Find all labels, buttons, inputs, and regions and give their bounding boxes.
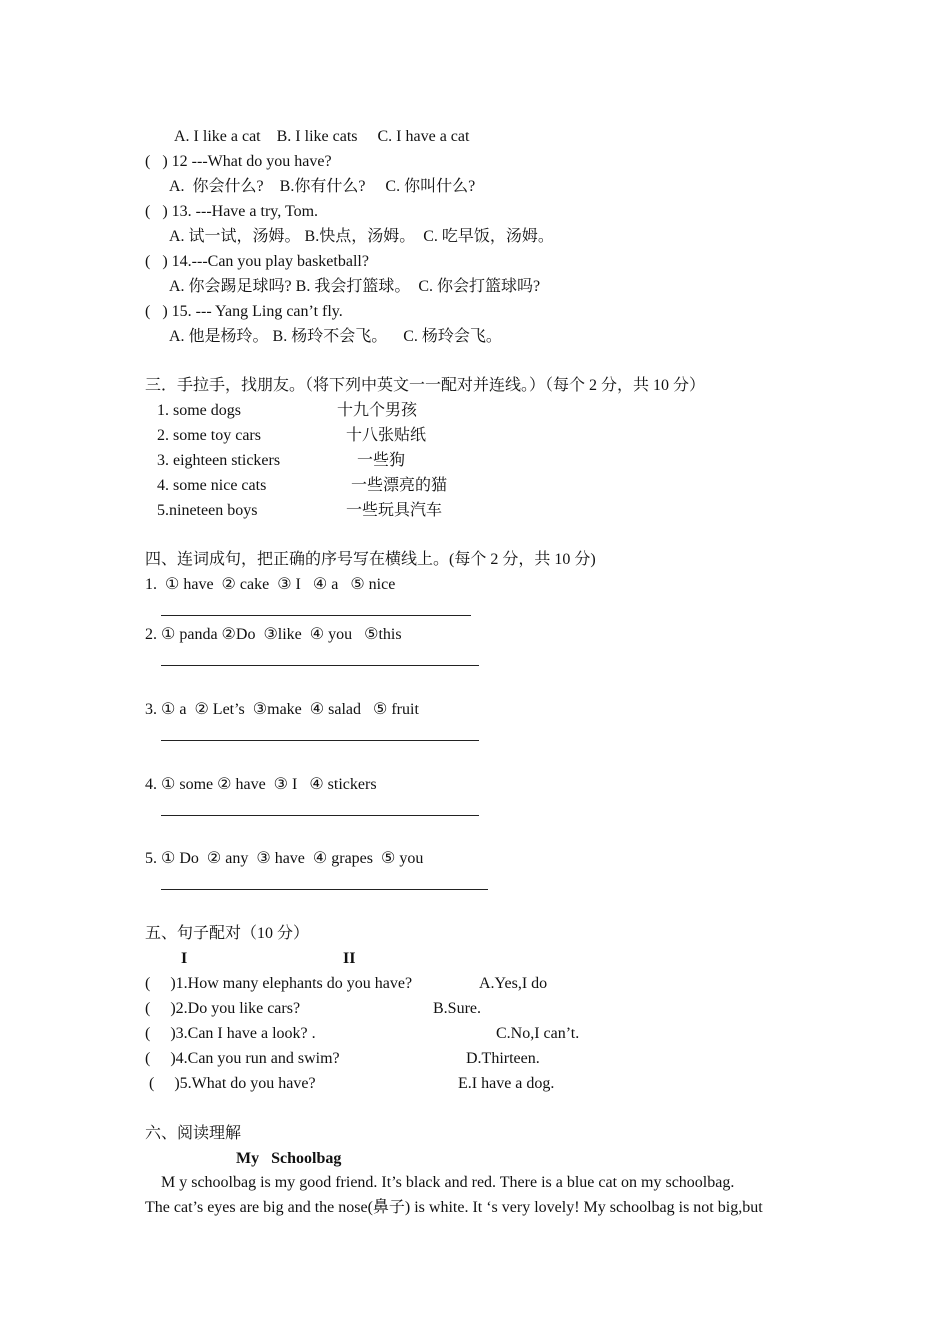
q14-options: A. 你会踢足球吗? B. 我会打篮球。 C. 你会打篮球吗? xyxy=(169,278,541,295)
reorder-item-1: 1. ① have ② cake ③ I ④ a ⑤ nice xyxy=(145,576,396,593)
reading-paragraph-line-1: M y schoolbag is my good friend. It’s black and red. There is a blue cat on my schoolbag. xyxy=(161,1174,735,1191)
pair-question-1: ( )1.How many elephants do you have? xyxy=(145,975,413,992)
reading-title: My Schoolbag xyxy=(236,1150,342,1167)
pair-answer-b: B.Sure. xyxy=(433,1000,481,1017)
match-english-4: 4. some nice cats xyxy=(157,477,267,494)
q12-options: A. 你会什么? B.你有什么? C. 你叫什么? xyxy=(169,178,476,195)
q15-options: A. 他是杨玲。 B. 杨玲不会飞。 C. 杨玲会飞。 xyxy=(169,328,502,345)
match-english-1: 1. some dogs xyxy=(157,402,241,419)
pair-answer-d: D.Thirteen. xyxy=(466,1050,540,1067)
column-header-ii: II xyxy=(343,950,356,967)
match-english-5: 5.nineteen boys xyxy=(157,502,258,519)
section5-heading: 五、句子配对（10 分） xyxy=(145,925,310,942)
pair-answer-a: A.Yes,I do xyxy=(479,975,548,992)
match-chinese-1: 十九个男孩 xyxy=(337,402,418,419)
answer-line-1[interactable] xyxy=(161,615,471,616)
reorder-item-2: 2. ① panda ②Do ③like ④ you ⑤this xyxy=(145,626,402,643)
match-english-3: 3. eighteen stickers xyxy=(157,452,281,469)
answer-line-4[interactable] xyxy=(161,815,479,816)
match-chinese-4: 一些漂亮的猫 xyxy=(351,477,448,494)
section3-heading: 三．手拉手，找朋友。（将下列中英文一一配对并连线。）（每个 2 分，共 10 分） xyxy=(145,377,706,394)
match-chinese-2: 十八张贴纸 xyxy=(346,427,427,444)
reading-paragraph-line-2: The cat’s eyes are big and the nose(鼻子) is white. It ‘s very lovely! My schoolbag is not big,but xyxy=(145,1199,763,1216)
answer-line-3[interactable] xyxy=(161,740,479,741)
q11-options: A. I like a cat B. I like cats C. I have a cat xyxy=(174,128,470,145)
answer-line-5[interactable] xyxy=(161,889,488,890)
pair-question-3: ( )3.Can I have a look? . xyxy=(145,1025,316,1042)
q12-question: ( ) 12 ---What do you have? xyxy=(145,153,332,170)
pair-question-4: ( )4.Can you run and swim? xyxy=(145,1050,340,1067)
q13-question: ( ) 13. ---Have a try, Tom. xyxy=(145,203,319,220)
match-english-2: 2. some toy cars xyxy=(157,427,261,444)
reorder-item-3: 3. ① a ② Let’s ③make ④ salad ⑤ fruit xyxy=(145,701,419,718)
answer-line-2[interactable] xyxy=(161,665,479,666)
section6-heading: 六、阅读理解 xyxy=(145,1125,242,1142)
q13-options: A. 试一试，汤姆。 B.快点，汤姆。 C. 吃早饭，汤姆。 xyxy=(169,228,554,245)
match-chinese-3: 一些狗 xyxy=(357,452,406,469)
reorder-item-5: 5. ① Do ② any ③ have ④ grapes ⑤ you xyxy=(145,850,424,867)
q15-question: ( ) 15. --- Yang Ling can’t fly. xyxy=(145,303,343,320)
reorder-item-4: 4. ① some ② have ③ I ④ stickers xyxy=(145,776,377,793)
section4-heading: 四、连词成句，把正确的序号写在横线上。(每个 2 分，共 10 分) xyxy=(145,551,596,568)
pair-question-5: ( )5.What do you have? xyxy=(145,1075,316,1092)
pair-answer-e: E.I have a dog. xyxy=(458,1075,555,1092)
match-chinese-5: 一些玩具汽车 xyxy=(346,502,443,519)
pair-question-2: ( )2.Do you like cars? xyxy=(145,1000,301,1017)
column-header-i: I xyxy=(181,950,188,967)
q14-question: ( ) 14.---Can you play basketball? xyxy=(145,253,369,270)
pair-answer-c: C.No,I can’t. xyxy=(496,1025,580,1042)
